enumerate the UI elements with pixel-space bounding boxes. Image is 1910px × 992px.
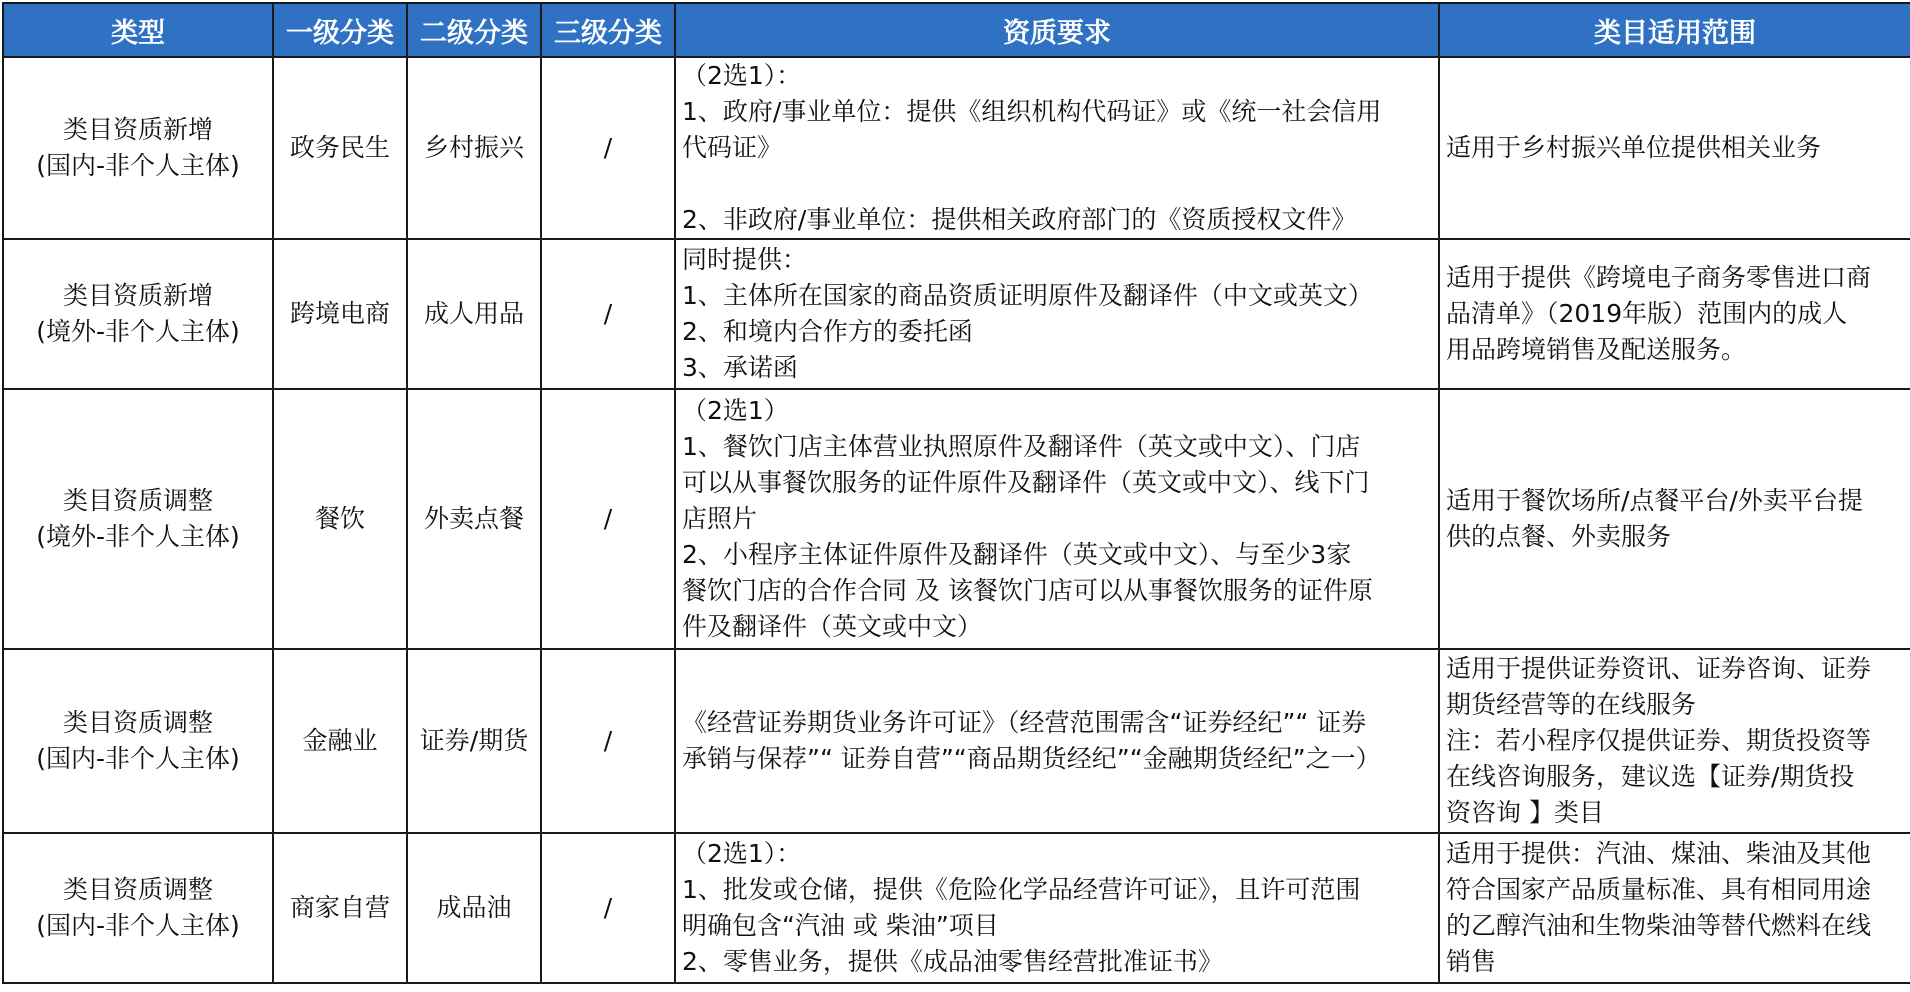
cell-level2: 成人用品 <box>407 239 541 389</box>
cell-level2: 成品油 <box>407 833 541 983</box>
cell-type-line: 类目资质新增 <box>62 281 213 310</box>
cell-requirements-line: 同时提供： <box>682 245 808 274</box>
cell-type-line: 类目资质调整 <box>62 708 213 737</box>
cell-level3: / <box>541 57 675 239</box>
cell-requirements-line: 《经营证券期货业务许可证》（经营范围需含“证券经纪”“ 证券 <box>682 708 1367 737</box>
cell-requirements-line <box>682 166 1432 202</box>
cell-scope <box>1439 833 1910 983</box>
cell-requirements-line: 代码证》 <box>682 133 783 162</box>
header-requirements: 资质要求 <box>675 3 1439 57</box>
cell-type <box>3 389 273 649</box>
cell-requirements-line: （2选1）： <box>682 61 802 90</box>
header-row <box>3 3 1910 57</box>
cell-type <box>3 239 273 389</box>
cell-scope-line: 适用于乡村振兴单位提供相关业务 <box>1446 133 1822 162</box>
cell-type <box>3 649 273 833</box>
cell-level3: / <box>541 239 675 389</box>
cell-requirements <box>675 57 1439 239</box>
cell-type-line: 类目资质调整 <box>62 486 213 515</box>
cell-scope <box>1439 57 1910 239</box>
cell-level1: 商家自营 <box>273 833 407 983</box>
cell-requirements-line: 可以从事餐饮服务的证件原件及翻译件（英文或中文）、线下门 <box>682 468 1370 497</box>
cell-scope-line: 销售 <box>1446 947 1497 976</box>
cell-scope-line: 资咨询 】类目 <box>1446 798 1604 827</box>
cell-requirements-line: 1、餐饮门店主体营业执照原件及翻译件（英文或中文）、门店 <box>682 432 1361 461</box>
cell-type <box>3 833 273 983</box>
cell-requirements-line: 2、零售业务，提供《成品油零售经营批准证书》 <box>682 947 1223 976</box>
cell-level1: 金融业 <box>273 649 407 833</box>
cell-requirements-line: 明确包含“汽油 或 柴油”项目 <box>682 911 999 940</box>
header-type: 类型 <box>3 3 273 57</box>
cell-level1: 跨境电商 <box>273 239 407 389</box>
cell-requirements <box>675 833 1439 983</box>
cell-requirements <box>675 389 1439 649</box>
cell-scope <box>1439 239 1910 389</box>
cell-requirements-line: 2、非政府/事业单位：提供相关政府部门的《资质授权文件》 <box>682 205 1357 234</box>
cell-type-line: (国内-非个人主体) <box>36 911 240 940</box>
cell-scope-line: 适用于提供《跨境电子商务零售进口商 <box>1446 263 1872 292</box>
cell-requirements-line: 3、承诺函 <box>682 353 798 382</box>
header-level2: 二级分类 <box>407 3 541 57</box>
cell-requirements-line: 1、主体所在国家的商品资质证明原件及翻译件（中文或英文） <box>682 281 1373 310</box>
cell-requirements-line: 2、和境内合作方的委托函 <box>682 317 973 346</box>
cell-requirements-line: 店照片 <box>682 504 758 533</box>
bottom-margin <box>0 984 1910 992</box>
cell-type-line: (境外-非个人主体) <box>36 522 240 551</box>
cell-level2: 外卖点餐 <box>407 389 541 649</box>
cell-level1: 餐饮 <box>273 389 407 649</box>
cell-scope <box>1439 649 1910 833</box>
cell-scope-line: 的乙醇汽油和生物柴油等替代燃料在线 <box>1446 911 1872 940</box>
cell-level3: / <box>541 833 675 983</box>
cell-scope-line: 适用于提供：汽油、煤油、柴油及其他 <box>1446 839 1872 868</box>
cell-scope-line: 适用于提供证券资讯、证券咨询、证券 <box>1446 654 1872 683</box>
cell-scope-line: 品清单》（2019年版）范围内的成人 <box>1446 299 1848 328</box>
cell-type-line: (国内-非个人主体) <box>36 744 240 773</box>
cell-requirements-line: 1、政府/事业单位：提供《组织机构代码证》或《统一社会信用 <box>682 97 1382 126</box>
qualification-table <box>2 2 1910 984</box>
cell-level2: 乡村振兴 <box>407 57 541 239</box>
cell-scope-line: 供的点餐、外卖服务 <box>1446 522 1672 551</box>
cell-type-line: 类目资质新增 <box>62 115 213 144</box>
cell-requirements-line: 承销与保荐”“ 证券自营”“商品期货经纪”“金融期货经纪”之一） <box>682 744 1381 773</box>
header-level1: 一级分类 <box>273 3 407 57</box>
table-row <box>3 833 1910 983</box>
cell-scope-line: 在线咨询服务，建议选【证券/期货投 <box>1446 762 1855 791</box>
header-level3: 三级分类 <box>541 3 675 57</box>
cell-requirements-line: 1、批发或仓储，提供《危险化学品经营许可证》，且许可范围 <box>682 875 1361 904</box>
cell-requirements-line: 2、小程序主体证件原件及翻译件（英文或中文）、与至少3家 <box>682 540 1352 569</box>
cell-requirements-line: 餐饮门店的合作合同 及 该餐饮门店可以从事餐饮服务的证件原 <box>682 576 1373 605</box>
table-row <box>3 239 1910 389</box>
header-scope: 类目适用范围 <box>1439 3 1910 57</box>
cell-scope-line: 用品跨境销售及配送服务。 <box>1446 335 1747 364</box>
cell-type-line: 类目资质调整 <box>62 875 213 904</box>
cell-scope-line: 符合国家产品质量标准、具有相同用途 <box>1446 875 1872 904</box>
cell-requirements-line: （2选1）： <box>682 839 802 868</box>
cell-level1: 政务民生 <box>273 57 407 239</box>
cell-scope <box>1439 389 1910 649</box>
cell-scope-line: 适用于餐饮场所/点餐平台/外卖平台提 <box>1446 486 1863 515</box>
table-row <box>3 389 1910 649</box>
cell-type <box>3 57 273 239</box>
cell-scope-line: 注：若小程序仅提供证券、期货投资等 <box>1446 726 1872 755</box>
cell-type-line: (国内-非个人主体) <box>36 151 240 180</box>
cell-requirements <box>675 649 1439 833</box>
cell-level3: / <box>541 649 675 833</box>
table-row <box>3 57 1910 239</box>
cell-level3: / <box>541 389 675 649</box>
cell-requirements-line: （2选1） <box>682 396 789 425</box>
cell-requirements <box>675 239 1439 389</box>
table-row <box>3 649 1910 833</box>
cell-level2: 证券/期货 <box>407 649 541 833</box>
cell-requirements-line: 件及翻译件（英文或中文） <box>682 612 983 641</box>
cell-scope-line: 期货经营等的在线服务 <box>1446 690 1697 719</box>
cell-type-line: (境外-非个人主体) <box>36 317 240 346</box>
